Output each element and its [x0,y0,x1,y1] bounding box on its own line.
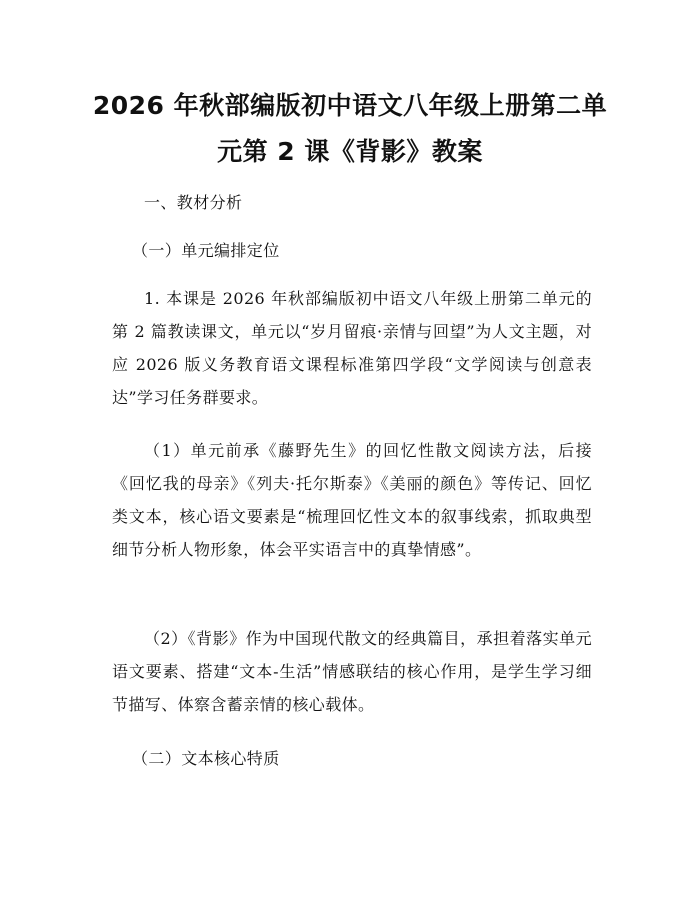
subsection-heading-text-core-features: （二）文本核心特质 [132,749,280,768]
paragraph-unit-sequence: （1）单元前承《藤野先生》的回忆性散文阅读方法，后接《回忆我的母亲》《列夫·托尔斯泰》《美丽的颜色》等传记、回忆类文本，核心语文要素是“梳理回忆性文本的叙事线索，抓取典型细节分析人物形象，体会平实语言中的真挚情感”。 [112,441,592,559]
document-title-line-1: 2026 年秋部编版初中语文八年级上册第二单 [92,91,608,120]
document-title-line-2: 元第 2 课《背影》教案 [217,137,483,166]
paragraph-text-role: （2）《背影》作为中国现代散文的经典篇目，承担着落实单元语文要素、搭建“文本-生活”情感联结的核心作用，是学生学习细节描写、体察含蓄亲情的核心载体。 [112,629,592,714]
subsection-heading-unit-positioning: （一）单元编排定位 [132,241,280,260]
section-heading-teaching-material-analysis: 一、教材分析 [144,193,243,212]
paragraph-unit-overview: 1. 本课是 2026 年秋部编版初中语文八年级上册第二单元的第 2 篇教读课文，单元以“岁月留痕·亲情与回望”为人文主题，对应 2026 版义务教育语文课程标准第四学段“文学阅读与创意表达”学习任务群要求。 [112,289,592,407]
